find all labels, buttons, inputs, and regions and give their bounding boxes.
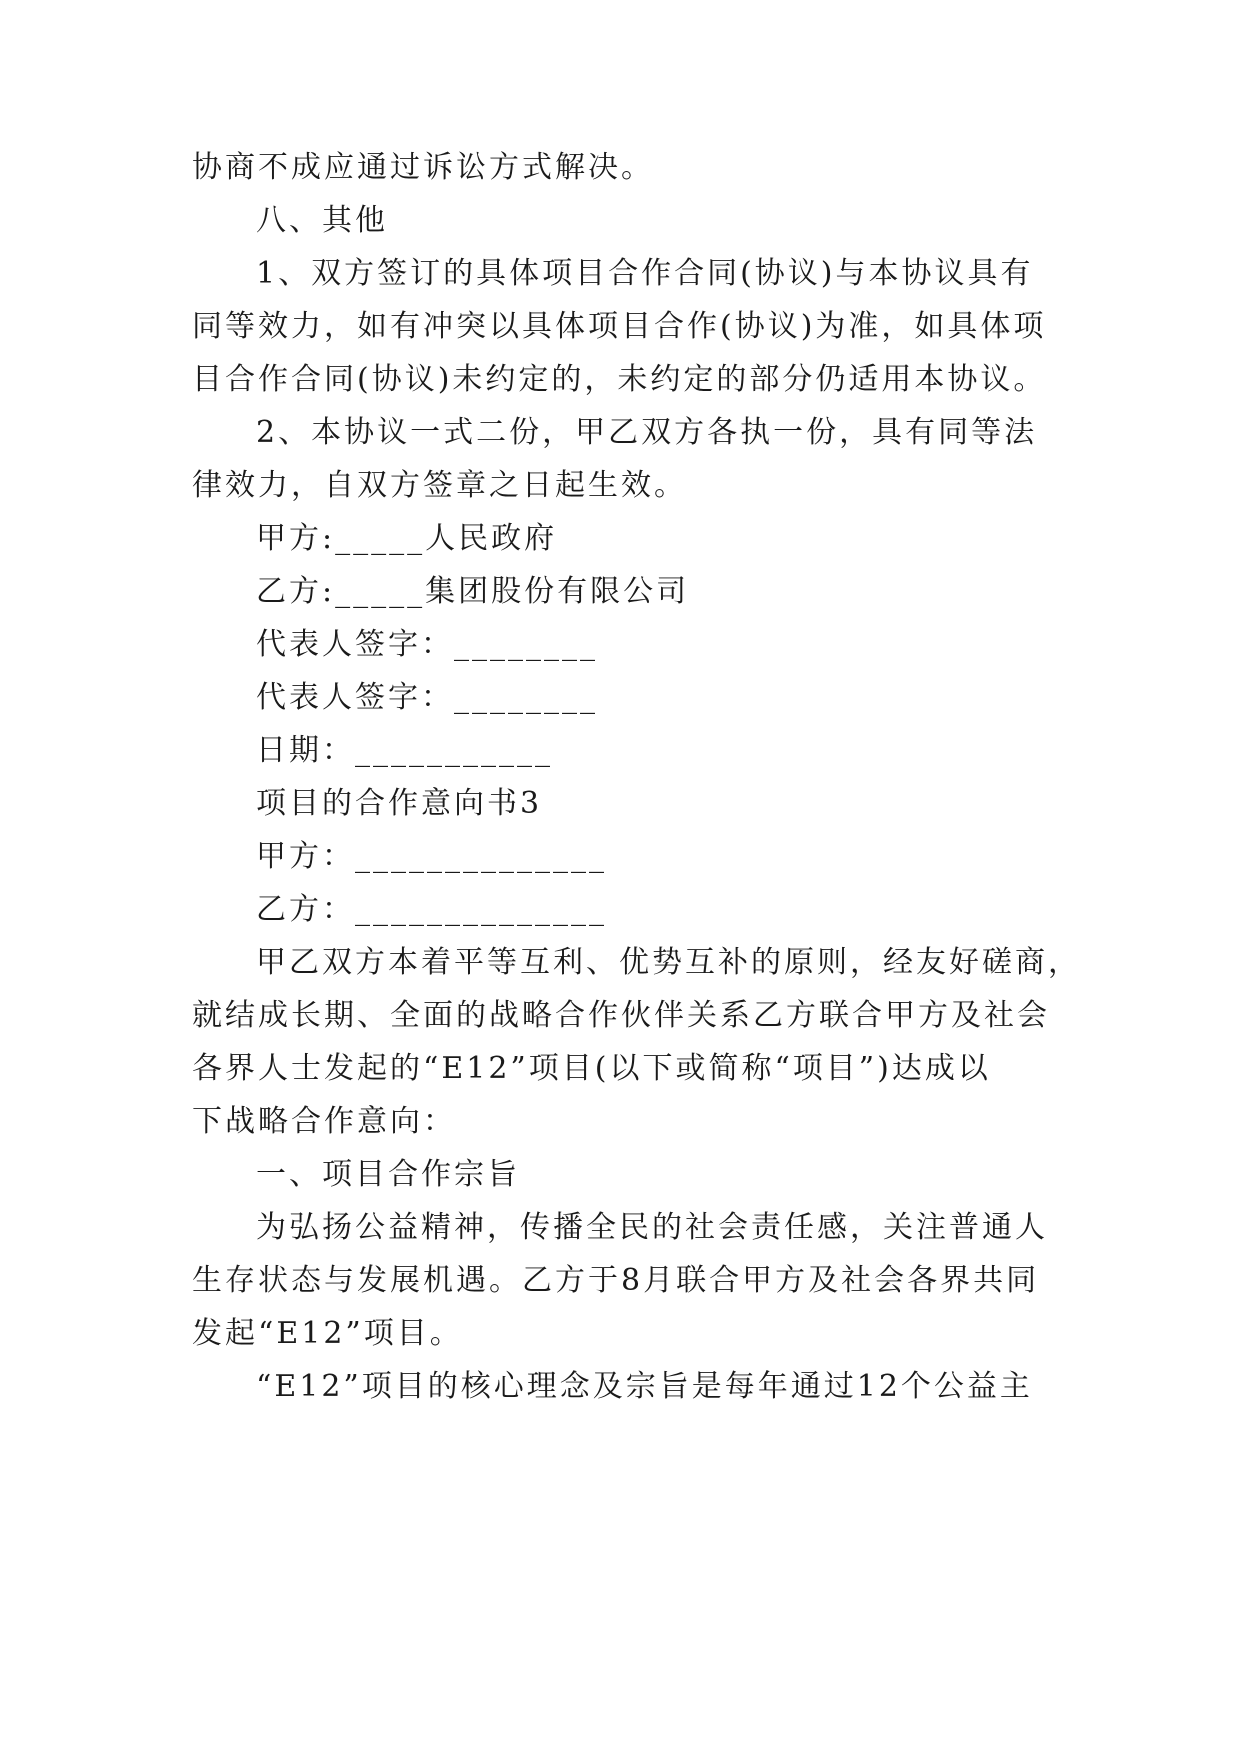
text-line: “E12”项目的核心理念及宗旨是每年通过12个公益主 (256, 1369, 1033, 1404)
party-a-line: 甲方:_____人民政府 (256, 521, 558, 556)
text-line: 发起“E12”项目。 (192, 1316, 463, 1351)
section-heading: 八、其他 (256, 203, 388, 238)
text-line: 1、双方签订的具体项目合作合同(协议)与本协议具有 (256, 256, 1034, 291)
document-title: 项目的合作意向书3 (256, 786, 543, 821)
signature-line: 代表人签字：________ (256, 680, 598, 715)
text-line: 生存状态与发展机遇。乙方于8月联合甲方及社会各界共同 (192, 1263, 1040, 1298)
text-line: 协商不成应通过诉讼方式解决。 (192, 150, 654, 185)
text-line: 就结成长期、全面的战略合作伙伴关系乙方联合甲方及社会 (192, 998, 1050, 1033)
party-b-line: 乙方：______________ (256, 892, 607, 927)
text-line: 同等效力，如有冲突以具体项目合作(协议)为准，如具体项 (192, 309, 1047, 344)
text-line: 为弘扬公益精神，传播全民的社会责任感，关注普通人 (256, 1210, 1048, 1245)
text-line: 律效力，自双方签章之日起生效。 (192, 468, 687, 503)
section-heading: 一、项目合作宗旨 (256, 1157, 520, 1192)
text-line: 2、本协议一式二份，甲乙双方各执一份，具有同等法 (256, 415, 1038, 450)
text-line: 下战略合作意向： (192, 1104, 456, 1139)
text-line: 甲乙双方本着平等互利、优势互补的原则，经友好磋商， (256, 945, 1081, 980)
party-b-line: 乙方:_____集团股份有限公司 (256, 574, 690, 609)
party-a-line: 甲方：______________ (256, 839, 607, 874)
text-line: 各界人士发起的“E12”项目(以下或简称“项目”)达成以 (192, 1051, 991, 1086)
date-line: 日期：___________ (256, 733, 553, 768)
text-line: 目合作合同(协议)未约定的，未约定的部分仍适用本协议。 (192, 362, 1047, 397)
signature-line: 代表人签字：________ (256, 627, 598, 662)
